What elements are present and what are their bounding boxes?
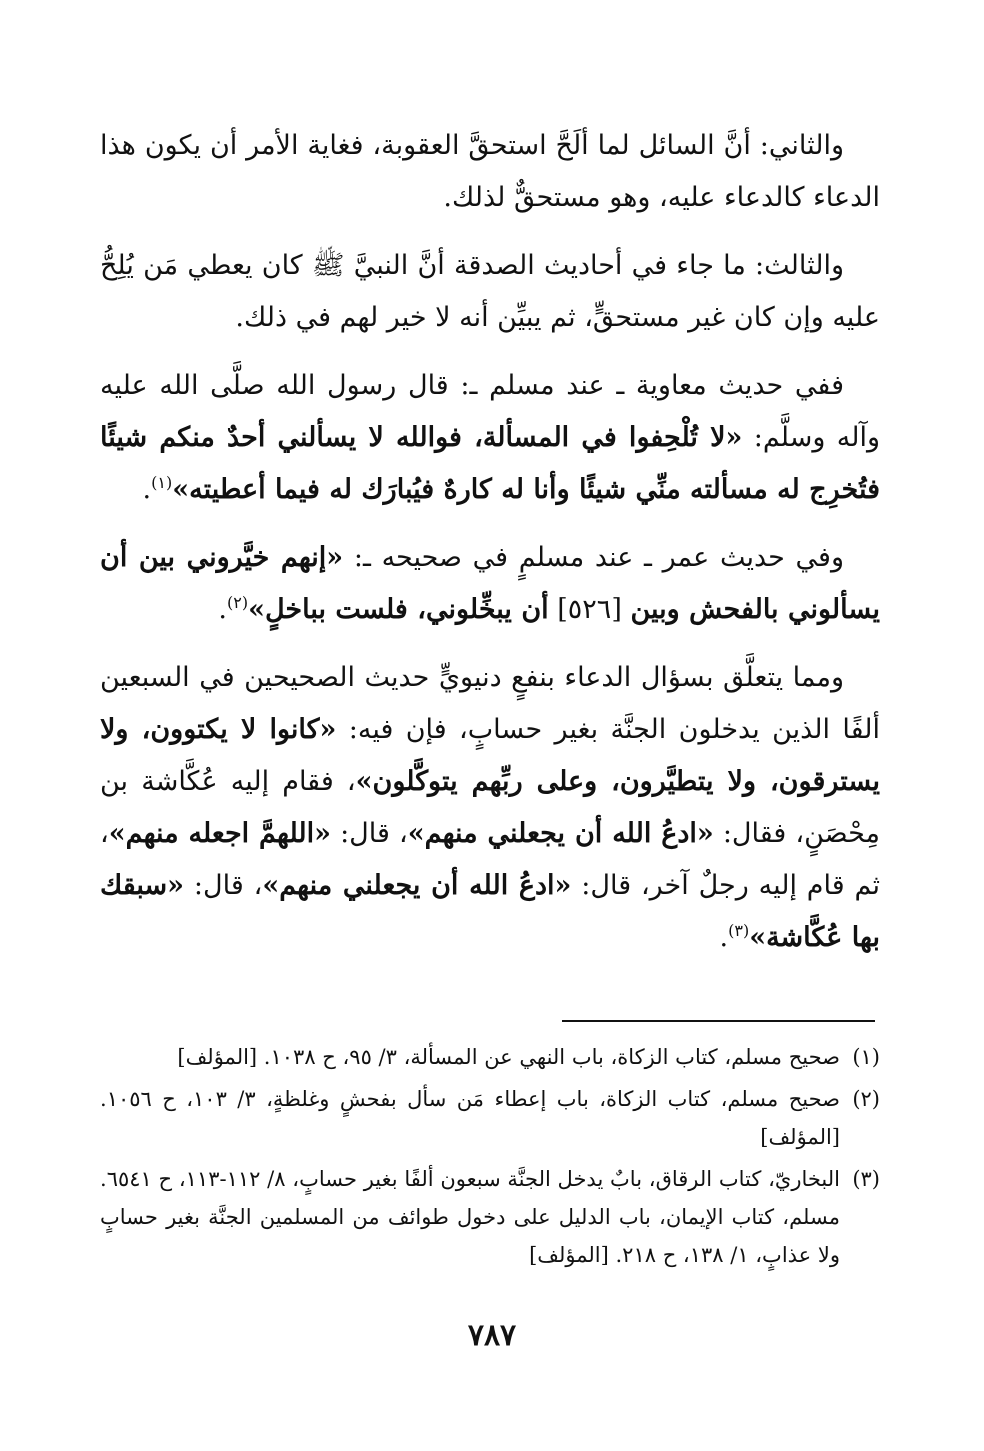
footnote-item bbox=[100, 1080, 880, 1156]
hadith-quote: «لا تُلْحِفوا في المسألة، فوالله لا يسألني أحدٌ منكم شيئًا فتُخرِج له مسألته منِّي شيئًا وأنا له كارهٌ فيُبارَك له فيما أعطيته» bbox=[100, 422, 880, 505]
paragraph-text: ، قال: bbox=[331, 818, 408, 849]
page-number: ٧٨٧ bbox=[467, 1318, 517, 1353]
paragraph-intro: ففي حديث معاوية ـ عند مسلم ـ: قال رسول الله صلَّى الله عليه وآله وسلَّم: bbox=[100, 370, 880, 453]
footnote-number: (٣) bbox=[852, 1167, 880, 1191]
paragraph-text: والثالث: ما جاء في أحاديث الصدقة أنَّ النبيَّ ﷺ كان يعطي مَن يُلِحُّ عليه وإن كان غير مستحقٍّ، ثم يبيِّن أنه لا خير لهم في ذلك. bbox=[100, 250, 880, 333]
hadith-quote: أن يبخِّلوني، فلست بباخلٍ» bbox=[248, 594, 549, 625]
paragraph-third-point bbox=[100, 240, 880, 344]
page-marker: [٥٢٦] bbox=[548, 594, 631, 625]
paragraph-text: ، ثم قام إليه رجلٌ آخر، قال: bbox=[100, 818, 880, 901]
hadith-quote: «ادعُ الله أن يجعلني منهم» bbox=[407, 818, 714, 849]
hadith-quote: «كانوا لا يكتوون، ولا يسترقون، ولا يتطيَّرون، وعلى ربِّهم يتوكَّلون» bbox=[100, 714, 880, 797]
paragraph-text: والثاني: أنَّ السائل لما ألَحَّ استحقَّ العقوبة، فغاية الأمر أن يكون هذا الدعاء كالدعاء عليه، وهو مستحقٌّ لذلك. bbox=[100, 130, 880, 213]
paragraph-intro: وفي حديث عمر ـ عند مسلمٍ في صحيحه ـ: bbox=[343, 542, 845, 573]
paragraph-umar-hadith bbox=[100, 532, 880, 636]
hadith-quote: «إنهم خيَّروني بين أن يسألوني بالفحش وبين bbox=[100, 542, 880, 625]
punctuation: . bbox=[218, 594, 227, 625]
footnote-divider bbox=[562, 1020, 875, 1022]
paragraph-intro: ومما يتعلَّق بسؤال الدعاء بنفعٍ دنيويٍّ حديث الصحيحين في السبعين ألفًا الذين يدخلون الجنَّة بغير حسابٍ، فإن فيه: bbox=[100, 662, 881, 745]
footnote-number: (١) bbox=[852, 1045, 880, 1069]
footnote-text: صحيح مسلم، كتاب الزكاة، باب إعطاء مَن سأل بفحشٍ وغلظةٍ، ٣/ ١٠٣، ح ١٠٥٦. [المؤلف] bbox=[100, 1087, 840, 1149]
footnote-ref: (٣) bbox=[728, 921, 750, 940]
main-text bbox=[100, 120, 880, 982]
punctuation: . bbox=[719, 922, 729, 953]
hadith-quote: «سبقك بها عُكَّاشة» bbox=[100, 870, 880, 953]
footnote-number: (٢) bbox=[852, 1087, 880, 1111]
paragraph-text: ، فقام إليه عُكَّاشة بن مِحْصَنٍ، فقال: bbox=[100, 766, 880, 849]
paragraph-text: ، قال: bbox=[184, 870, 263, 901]
hadith-quote: «ادعُ الله أن يجعلني منهم» bbox=[262, 870, 572, 901]
footnote-item bbox=[100, 1038, 880, 1076]
paragraph-second-point bbox=[100, 120, 880, 224]
footnotes bbox=[100, 1038, 880, 1278]
footnote-ref: (٢) bbox=[226, 593, 249, 612]
paragraph-seventy-thousand bbox=[100, 652, 880, 964]
footnote-ref: (١) bbox=[151, 473, 173, 492]
footnote-text: صحيح مسلم، كتاب الزكاة، باب النهي عن المسألة، ٣/ ٩٥، ح ١٠٣٨. [المؤلف] bbox=[177, 1045, 840, 1069]
footnote-item bbox=[100, 1160, 880, 1274]
punctuation: . bbox=[142, 474, 152, 505]
paragraph-muawiya-hadith bbox=[100, 360, 880, 516]
footnote-text: البخاريّ، كتاب الرقاق، بابٌ يدخل الجنَّة سبعون ألفًا بغير حسابٍ، ٨/ ١١٢-١١٣، ح ٦٥٤١. مسلم، كتاب الإيمان، باب الدليل على دخول طوائف من المسلمين الجنَّة بغير حسابٍ ولا عذابٍ، ١/ ١٣٨، ح ٢١٨. [المؤلف] bbox=[100, 1167, 840, 1267]
hadith-quote: «اللهمَّ اجعله منهم» bbox=[108, 818, 331, 849]
